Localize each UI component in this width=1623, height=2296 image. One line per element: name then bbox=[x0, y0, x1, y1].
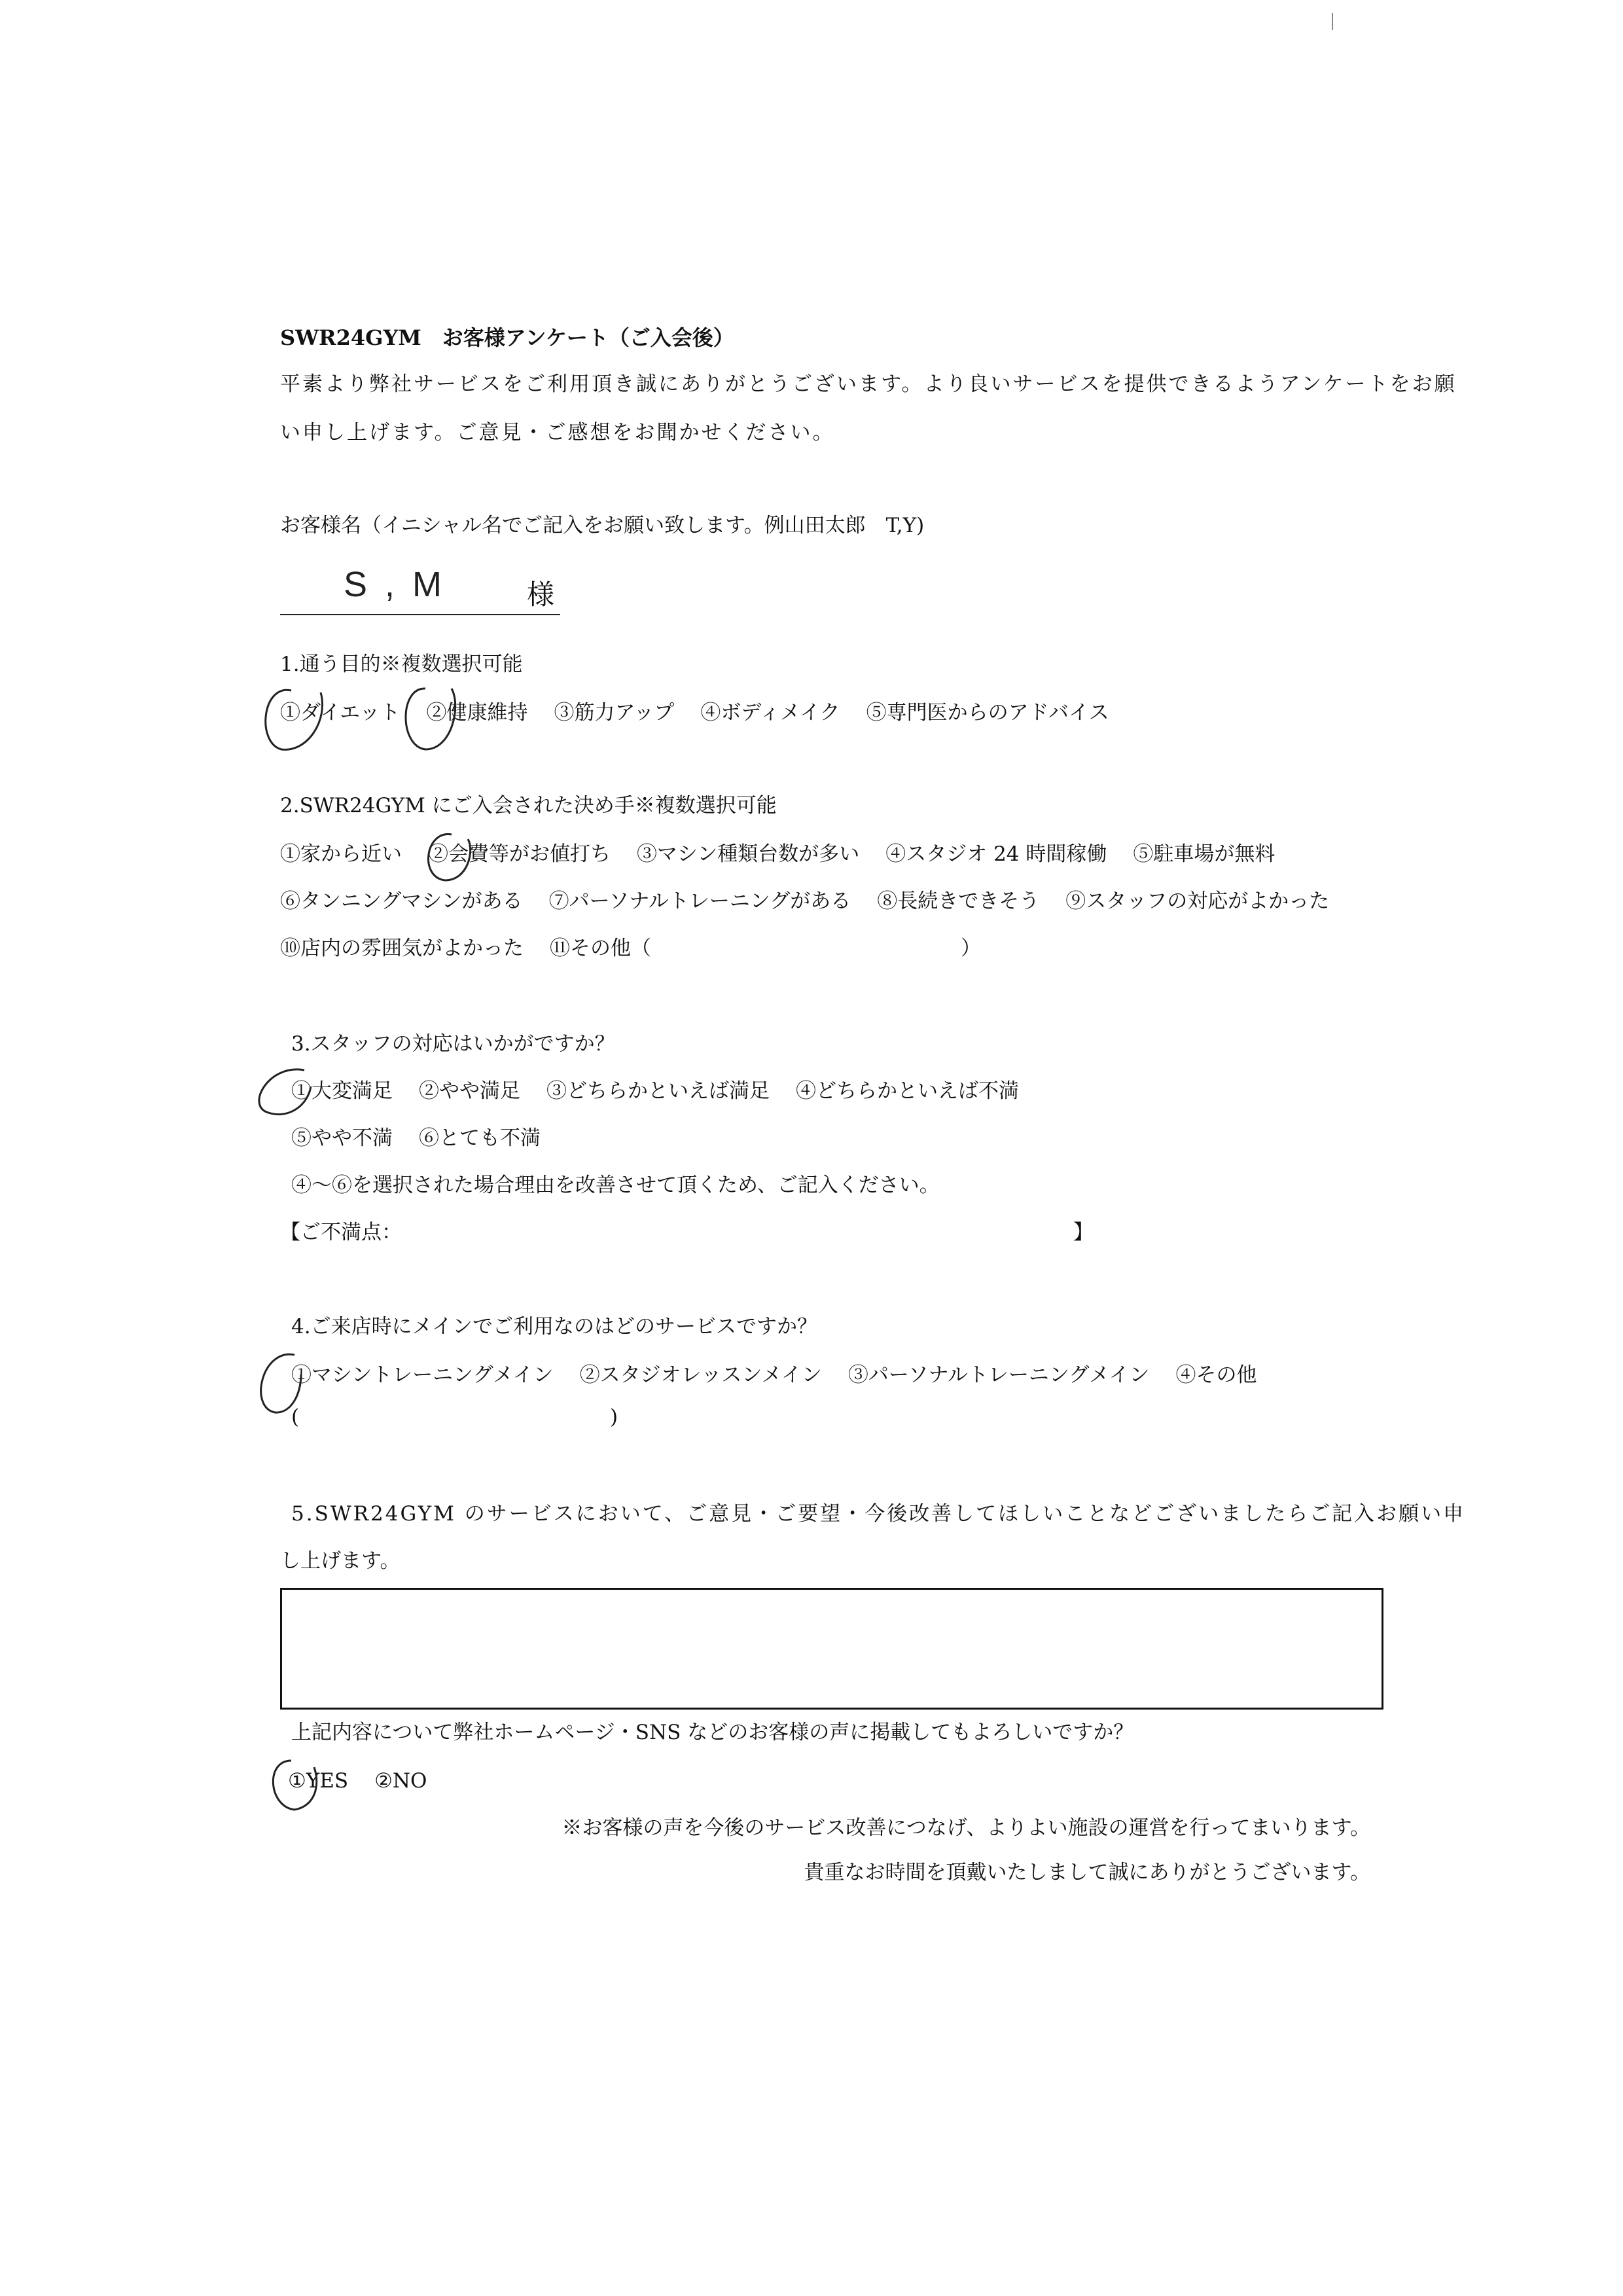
q2-option-studio-24h[interactable]: ④スタジオ 24 時間稼働 bbox=[885, 842, 1107, 866]
q4-other-open: ( bbox=[291, 1405, 300, 1429]
q5-heading-line-2: し上げます。 bbox=[280, 1549, 401, 1573]
q4-other-close: ) bbox=[610, 1405, 618, 1429]
q3-complaint-close: 】 bbox=[1073, 1221, 1094, 1244]
q4-heading: 4.ご来店時にメインでご利用なのはどのサービスですか？ bbox=[291, 1315, 817, 1338]
q3-option-very-satisfied[interactable]: ①大変満足 bbox=[291, 1079, 393, 1103]
q2-option-personal-training[interactable]: ⑦パーソナルトレーニングがある bbox=[548, 889, 851, 913]
customer-honorific: 様 bbox=[527, 579, 555, 611]
q2-option-atmosphere[interactable]: ⑩店内の雰囲気がよかった bbox=[280, 937, 524, 960]
publish-question: 上記内容について弊社ホームページ・SNS などのお客様の声に掲載してもよろしいですか？ bbox=[291, 1721, 1134, 1744]
q3-heading: 3.スタッフの対応はいかがですか？ bbox=[291, 1032, 615, 1056]
customer-name-underline bbox=[280, 614, 560, 615]
q1-option-doctor-advice[interactable]: ⑤専門医からのアドバイス bbox=[866, 701, 1109, 725]
q2-option-near-home[interactable]: ①家から近い bbox=[280, 842, 402, 866]
q3-option-dissatisfied[interactable]: ⑤やや不満 bbox=[291, 1126, 393, 1150]
q2-heading: 2.SWR24GYM にご入会された決め手※複数選択可能 bbox=[280, 794, 777, 817]
q3-note: ④～⑥を選択された場合理由を改善させて頂くため、ご記入ください。 bbox=[291, 1174, 940, 1197]
q1-option-bodymake[interactable]: ④ボディメイク bbox=[700, 701, 840, 725]
q2-options-row-2 bbox=[280, 891, 1355, 912]
q1-heading: 1.通う目的※複数選択可能 bbox=[280, 653, 523, 676]
publish-options bbox=[288, 1771, 453, 1791]
q4-option-personal[interactable]: ③パーソナルトレーニングメイン bbox=[847, 1363, 1150, 1387]
survey-title: SWR24GYM お客様アンケート（ご入会後） bbox=[280, 325, 734, 350]
q3-complaint-label: 【ご不満点： bbox=[280, 1221, 402, 1244]
publish-option-no[interactable]: ②NO bbox=[374, 1769, 427, 1793]
q4-option-machine[interactable]: ①マシントレーニングメイン bbox=[291, 1363, 554, 1387]
q1-option-strength[interactable]: ③筋力アップ bbox=[554, 701, 675, 725]
q1-option-health[interactable]: ②健康維持 bbox=[426, 701, 528, 725]
q2-option-free-parking[interactable]: ⑤駐車場が無料 bbox=[1133, 842, 1275, 866]
q3-option-somewhat-satisfied[interactable]: ③どちらかといえば満足 bbox=[546, 1079, 770, 1103]
customer-name-handwritten[interactable]: S , M bbox=[344, 565, 446, 604]
q2-options-row-1 bbox=[280, 844, 1301, 865]
q2-option-other[interactable]: ⑪その他（ bbox=[550, 937, 651, 960]
q1-options bbox=[280, 703, 1135, 723]
q3-option-very-dissatisfied[interactable]: ⑥とても不満 bbox=[419, 1126, 541, 1150]
q2-option-tanning[interactable]: ⑥タンニングマシンがある bbox=[280, 889, 523, 913]
q5-response-box[interactable] bbox=[280, 1588, 1383, 1710]
q3-options-row-2 bbox=[291, 1128, 567, 1149]
q2-option-sustainable[interactable]: ⑧長続きできそう bbox=[877, 889, 1040, 913]
q4-options bbox=[291, 1365, 1283, 1386]
q2-option-fee-value[interactable]: ②会費等がお値打ち bbox=[428, 842, 611, 866]
q2-option-machines[interactable]: ③マシン種類台数が多い bbox=[637, 842, 860, 866]
q4-option-other[interactable]: ④その他 bbox=[1175, 1363, 1257, 1387]
footer-note: ※お客様の声を今後のサービス改善につなげ、よりよい施設の運営を行ってまいります。 bbox=[562, 1816, 1370, 1840]
q3-option-somewhat-dissatisfied[interactable]: ④どちらかといえば不満 bbox=[796, 1079, 1019, 1103]
q2-other-close: ） bbox=[961, 937, 981, 960]
intro-text-line-1: 平素より弊社サービスをご利用頂き誠にありがとうございます。より良いサービスを提供できるようアンケートをお願 bbox=[280, 372, 1457, 396]
q5-heading-line-1: 5.SWR24GYM のサービスにおいて、ご意見・ご要望・今後改善してほしいことなどございましたらご記入お願い申 bbox=[291, 1502, 1466, 1526]
intro-text-line-2: い申し上げます。ご意見・ご感想をお聞かせください。 bbox=[280, 421, 835, 444]
customer-name-label: お客様名（イニシャル名でご記入をお願い致します。例山田太郎 T,Y) bbox=[280, 514, 925, 537]
q4-option-studio[interactable]: ②スタジオレッスンメイン bbox=[579, 1363, 822, 1387]
q3-options-row-1 bbox=[291, 1081, 1045, 1102]
q1-option-diet[interactable]: ①ダイエット bbox=[280, 701, 401, 725]
footer-thanks: 貴重なお時間を頂戴いたしまして誠にありがとうございます。 bbox=[804, 1861, 1370, 1884]
q3-option-satisfied[interactable]: ②やや満足 bbox=[419, 1079, 520, 1103]
q2-option-staff[interactable]: ⑨スタッフの対応がよかった bbox=[1065, 889, 1330, 913]
q2-options-row-3 bbox=[280, 939, 651, 959]
publish-option-yes[interactable]: ①YES bbox=[288, 1769, 349, 1793]
